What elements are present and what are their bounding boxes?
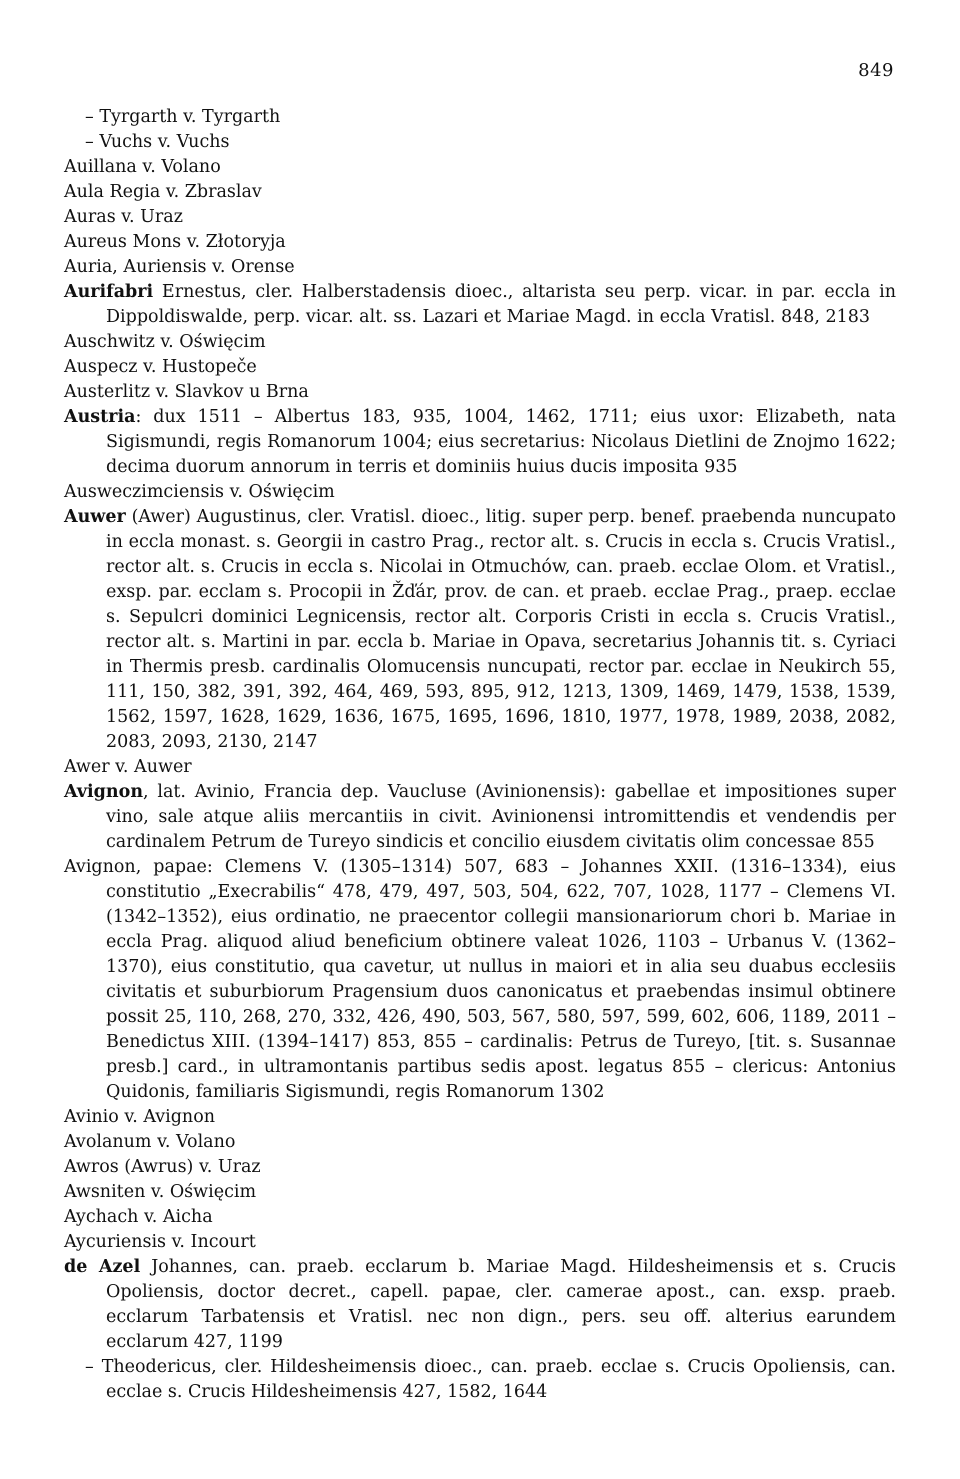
entry-text: Aureus Mons v. Złotoryja [64,232,286,252]
entry-text: , lat. Avinio, Francia dep. Vaucluse (Avinionensis): gabellae et impositiones super vino, sale atque aliis mercantiis in civit. Avinionensi intromittendis et vendendis per cardinalem Petrum de Tureyo sindicis et concilio eiusdem civitatis olim concessae 855 [106,782,896,852]
index-entry [64,1155,896,1180]
entry-text: Avinio v. Avignon [64,1107,216,1127]
entry-text: Awros (Awrus) v. Uraz [64,1157,261,1177]
entry-lemma: de Azel [64,1257,141,1277]
entry-text: Johannes, can. praeb. ecclarum b. Mariae Magd. Hildesheimensis et s. Crucis Opoliensis, doctor decret., capell. papae, cler. camerae apost., can. exsp. praeb. ecclarum Tarbatensis et Vratisl. nec non dign., pers. seu off. alterius earundem ecclarum 427, 1199 [106,1257,896,1352]
entry-text: – Vuchs v. Vuchs [85,132,230,152]
entry-text: Auras v. Uraz [64,207,183,227]
index-entry [64,480,896,505]
index-entry [64,1230,896,1255]
index-entry [64,155,896,180]
entry-text: – Theodericus, cler. Hildesheimensis dioec., can. praeb. ecclae s. Crucis Opoliensis, can. ecclae s. Crucis Hildesheimensis 427, 1582, 1644 [85,1357,896,1402]
entry-text: Aychach v. Aicha [64,1207,213,1227]
index-entry [64,780,896,855]
entry-text: : dux 1511 – Albertus 183, 935, 1004, 1462, 1711; eius uxor: Elizabeth, nata Sigismundi, regis Romanorum 1004; eius secretarius: Nicolaus Dietlini de Znojmo 1622; decima duorum annorum in terris et dominiis huius ducis imposita 935 [106,407,896,477]
page-number: 849 [858,60,894,81]
index-entry [64,505,896,755]
index-entry [64,280,896,330]
index-subentry [64,130,896,155]
entry-text: Ausweczimciensis v. Oświęcim [64,482,335,502]
entry-text: Austerlitz v. Slavkov u Brna [64,382,309,402]
index-entry [64,230,896,255]
entry-text: Avignon, papae: Clemens V. (1305–1314) 507, 683 – Johannes XXII. (1316–1334), eius constitutio „Execrabilis“ 478, 479, 497, 503, 504, 622, 707, 1028, 1177 – Clemens VI. (1342–1352), eius ordinatio, ne praecentor collegii mansionariorum chori b. Mariae in eccla Prag. aliquod aliud beneficium obtinere valeat 1026, 1103 – Urbanus V. (1362–1370), eius constitutio, qua cavetur, ut nullus in maiori et in alia seu duabus ecclesiis civitatis et suburbiorum Pragensium duos canonicatus et praebendas insimul obtinere possit 25, 110, 268, 270, 332, 426, 490, 503, 567, 580, 597, 599, 602, 606, 1189, 2011 – Benedictus XIII. (1394–1417) 853, 855 – cardinalis: Petrus de Tureyo, [tit. s. Susannae presb.] card., in ultramontanis partibus sedis apost. legatus 855 – clericus: Antonius Quidonis, familiaris Sigismundi, regis Romanorum 1302 [64,857,896,1102]
index-entry [64,205,896,230]
index-entry [64,1130,896,1155]
index-entry [64,255,896,280]
entry-text: Awer v. Auwer [64,757,192,777]
index-entry [64,180,896,205]
index-entry [64,405,896,480]
entry-text: Avolanum v. Volano [64,1132,236,1152]
entry-text: Aycuriensis v. Incourt [64,1232,256,1252]
entry-text: Auillana v. Volano [64,157,221,177]
index-entry [64,755,896,780]
entry-text: Auspecz v. Hustopeče [64,357,257,377]
entry-text: Awsniten v. Oświęcim [64,1182,257,1202]
index-entry [64,855,896,1105]
entry-text: Auria, Auriensis v. Orense [64,257,295,277]
entry-text: Ernestus, cler. Halberstadensis dioec., altarista seu perp. vicar. in par. eccla in Dippoldiswalde, perp. vicar. alt. ss. Lazari et Mariae Magd. in eccla Vratisl. 848, 2183 [106,282,896,327]
entry-text: Aula Regia v. Zbraslav [64,182,262,202]
index-subentry [64,105,896,130]
index-entry [64,1205,896,1230]
index-entry [64,330,896,355]
index-entry [64,380,896,405]
entry-lemma: Austria [64,407,136,427]
index-entry [64,1255,896,1355]
entry-lemma: Avignon [64,782,144,802]
index-entry [64,355,896,380]
index-subentry [64,1355,896,1405]
entry-lemma: Auwer [64,507,126,527]
entry-text: Auschwitz v. Oświęcim [64,332,266,352]
entry-text: – Tyrgarth v. Tyrgarth [85,107,281,127]
entry-lemma: Aurifabri [64,282,154,302]
index-entry [64,1105,896,1130]
entry-text: (Awer) Augustinus, cler. Vratisl. dioec., litig. super perp. benef. praebenda nuncupato in eccla monast. s. Georgii in castro Prag., rector alt. s. Crucis in eccla s. Crucis Vratisl., rector alt. s. Crucis in eccla s. Nicolai in Otmuchów, can. praeb. ecclae Olom. et Vratisl., exsp. par. ecclam s. Procopii in Žďár, prov. de can. et praeb. ecclae Prag., praep. ecclae s. Sepulcri dominici Legnicensis, rector alt. Corporis Cristi in eccla s. Crucis Vratisl., rector alt. s. Martini in par. eccla b. Mariae in Opava, secretarius Johannis tit. s. Cyriaci in Thermis presb. cardinalis Olomucensis nuncupati, rector par. ecclae in Neukirch 55, 111, 150, 382, 391, 392, 464, 469, 593, 895, 912, 1213, 1309, 1469, 1479, 1538, 1539, 1562, 1597, 1628, 1629, 1636, 1675, 1695, 1696, 1810, 1977, 1978, 1989, 2038, 2082, 2083, 2093, 2130, 2147 [106,507,896,752]
index-entry [64,1180,896,1205]
index-entries [64,105,896,1405]
